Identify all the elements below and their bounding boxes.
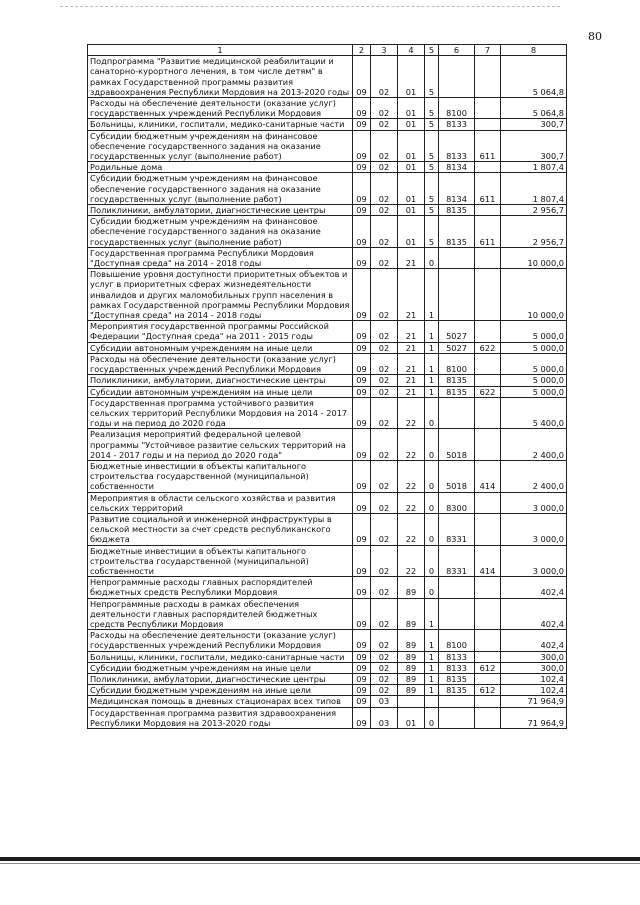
row-code: 02 bbox=[371, 630, 398, 651]
row-code: 1 bbox=[425, 662, 439, 673]
row-code: 0 bbox=[425, 429, 439, 461]
row-code: 8135 bbox=[439, 216, 475, 248]
row-code: 89 bbox=[398, 673, 425, 684]
table-row bbox=[88, 56, 567, 98]
row-code bbox=[475, 696, 501, 707]
row-code: 09 bbox=[353, 707, 371, 728]
row-amount: 402,4 bbox=[501, 577, 567, 598]
table-row bbox=[88, 130, 567, 162]
page-number: 80 bbox=[588, 30, 602, 43]
row-code: 8100 bbox=[439, 353, 475, 374]
table-row bbox=[88, 673, 567, 684]
row-code bbox=[475, 577, 501, 598]
row-code: 01 bbox=[398, 56, 425, 98]
row-amount: 300,7 bbox=[501, 119, 567, 130]
row-code: 02 bbox=[371, 269, 398, 321]
row-code: 8133 bbox=[439, 130, 475, 162]
row-code: 02 bbox=[371, 353, 398, 374]
row-code bbox=[475, 119, 501, 130]
row-code: 09 bbox=[353, 162, 371, 173]
table-row bbox=[88, 269, 567, 321]
row-name: Мероприятия в области сельского хозяйства и развития сельских территорий bbox=[88, 492, 353, 513]
row-code: 5027 bbox=[439, 342, 475, 353]
row-code: 22 bbox=[398, 429, 425, 461]
row-code: 21 bbox=[398, 386, 425, 397]
row-code: 02 bbox=[371, 205, 398, 216]
row-code: 0 bbox=[425, 460, 439, 492]
row-amount: 300,0 bbox=[501, 651, 567, 662]
row-name: Расходы на обеспечение деятельности (оказание услуг) государственных учреждений Республики Мордовия bbox=[88, 353, 353, 374]
col-header: 7 bbox=[475, 45, 501, 56]
row-code bbox=[475, 375, 501, 386]
row-code bbox=[475, 353, 501, 374]
row-code: 8133 bbox=[439, 662, 475, 673]
table-row bbox=[88, 321, 567, 342]
col-header: 2 bbox=[353, 45, 371, 56]
row-code: 02 bbox=[371, 119, 398, 130]
row-code: 414 bbox=[475, 460, 501, 492]
row-code: 02 bbox=[371, 513, 398, 545]
table-row bbox=[88, 685, 567, 696]
row-name: Субсидии бюджетным учреждениям на иные цели bbox=[88, 685, 353, 696]
row-code: 5 bbox=[425, 162, 439, 173]
row-code: 1 bbox=[425, 269, 439, 321]
row-amount: 5 000,0 bbox=[501, 321, 567, 342]
row-amount: 300,7 bbox=[501, 130, 567, 162]
row-code bbox=[475, 56, 501, 98]
table-row bbox=[88, 98, 567, 119]
row-code: 612 bbox=[475, 662, 501, 673]
row-code: 1 bbox=[425, 630, 439, 651]
row-amount: 2 400,0 bbox=[501, 429, 567, 461]
row-code: 09 bbox=[353, 342, 371, 353]
row-code: 09 bbox=[353, 673, 371, 684]
row-code: 09 bbox=[353, 651, 371, 662]
row-name: Больницы, клиники, госпитали, медико-санитарные части bbox=[88, 119, 353, 130]
row-code: 01 bbox=[398, 216, 425, 248]
row-code: 0 bbox=[425, 247, 439, 268]
row-code: 01 bbox=[398, 162, 425, 173]
row-amount: 102,4 bbox=[501, 685, 567, 696]
table-row bbox=[88, 513, 567, 545]
row-code bbox=[475, 98, 501, 119]
row-name: Расходы на обеспечение деятельности (оказание услуг) государственных учреждений Республики Мордовия bbox=[88, 98, 353, 119]
row-code: 02 bbox=[371, 492, 398, 513]
row-amount: 71 964,9 bbox=[501, 696, 567, 707]
row-code: 03 bbox=[371, 707, 398, 728]
row-code: 02 bbox=[371, 673, 398, 684]
row-amount: 10 000,0 bbox=[501, 247, 567, 268]
row-code: 0 bbox=[425, 397, 439, 429]
row-code: 01 bbox=[398, 707, 425, 728]
row-code: 8134 bbox=[439, 173, 475, 205]
table-row bbox=[88, 342, 567, 353]
scan-top-line bbox=[60, 6, 560, 8]
row-code: 09 bbox=[353, 429, 371, 461]
row-name: Расходы на обеспечение деятельности (оказание услуг) государственных учреждений Республики Мордовия bbox=[88, 630, 353, 651]
row-code: 8134 bbox=[439, 162, 475, 173]
row-code bbox=[439, 397, 475, 429]
row-code: 02 bbox=[371, 321, 398, 342]
row-code: 09 bbox=[353, 460, 371, 492]
row-amount: 402,4 bbox=[501, 598, 567, 630]
row-amount: 1 807,4 bbox=[501, 173, 567, 205]
row-amount: 5 000,0 bbox=[501, 375, 567, 386]
table-row bbox=[88, 429, 567, 461]
row-code: 09 bbox=[353, 492, 371, 513]
row-code bbox=[475, 162, 501, 173]
row-code: 5 bbox=[425, 98, 439, 119]
row-code: 09 bbox=[353, 545, 371, 577]
row-code: 611 bbox=[475, 216, 501, 248]
row-name: Развитие социальной и инженерной инфраструктуры в сельской местности за счет средств республиканского бюджета bbox=[88, 513, 353, 545]
row-code: 0 bbox=[425, 545, 439, 577]
row-code: 5 bbox=[425, 205, 439, 216]
row-name: Субсидии бюджетным учреждениям на финансовое обеспечение государственного задания на оказание государственных услуг (выполнение работ) bbox=[88, 130, 353, 162]
row-code: 02 bbox=[371, 545, 398, 577]
row-code: 8133 bbox=[439, 119, 475, 130]
row-code: 02 bbox=[371, 685, 398, 696]
col-header: 1 bbox=[88, 45, 353, 56]
row-name: Непрограммные расходы главных распорядителей бюджетных средств Республики Мордовия bbox=[88, 577, 353, 598]
row-code: 1 bbox=[425, 673, 439, 684]
footer-rule-thin bbox=[0, 863, 640, 864]
col-header: 4 bbox=[398, 45, 425, 56]
row-amount: 71 964,9 bbox=[501, 707, 567, 728]
row-code: 21 bbox=[398, 321, 425, 342]
row-code: 09 bbox=[353, 56, 371, 98]
row-code: 02 bbox=[371, 216, 398, 248]
row-code: 622 bbox=[475, 386, 501, 397]
row-code bbox=[475, 630, 501, 651]
table-row bbox=[88, 696, 567, 707]
row-code: 5 bbox=[425, 56, 439, 98]
row-code: 22 bbox=[398, 545, 425, 577]
row-code: 22 bbox=[398, 513, 425, 545]
row-amount: 3 000,0 bbox=[501, 513, 567, 545]
row-amount: 5 000,0 bbox=[501, 386, 567, 397]
row-code: 1 bbox=[425, 321, 439, 342]
row-code: 1 bbox=[425, 375, 439, 386]
row-code: 09 bbox=[353, 685, 371, 696]
table-row bbox=[88, 119, 567, 130]
row-amount: 102,4 bbox=[501, 673, 567, 684]
row-code: 0 bbox=[425, 513, 439, 545]
row-code: 5 bbox=[425, 216, 439, 248]
row-code: 09 bbox=[353, 130, 371, 162]
row-code bbox=[439, 707, 475, 728]
row-code bbox=[475, 247, 501, 268]
row-code: 8135 bbox=[439, 685, 475, 696]
row-code: 21 bbox=[398, 375, 425, 386]
row-code: 8100 bbox=[439, 630, 475, 651]
row-code: 89 bbox=[398, 662, 425, 673]
row-code: 612 bbox=[475, 685, 501, 696]
table-row bbox=[88, 662, 567, 673]
row-name: Бюджетные инвестиции в объекты капитального строительства государственной (муниципальной) собственности bbox=[88, 460, 353, 492]
row-code: 09 bbox=[353, 598, 371, 630]
table-row bbox=[88, 205, 567, 216]
row-code: 22 bbox=[398, 492, 425, 513]
row-amount: 2 956,7 bbox=[501, 216, 567, 248]
row-name: Повышение уровня доступности приоритетных объектов и услуг в приоритетных сферах жизнедеятельности инвалидов и других маломобильных групп населения в рамках Государственной программы Республики Мордовия "Доступная среда" на 2014 - 2018 годы bbox=[88, 269, 353, 321]
row-code: 02 bbox=[371, 375, 398, 386]
row-name: Подпрограмма "Развитие медицинской реабилитации и санаторно-курортного лечения, в том числе детям" в рамках Государственной программы развития здравоохранения Республики Мордовия на 2013-2020 годы bbox=[88, 56, 353, 98]
row-name: Субсидии бюджетным учреждениям на финансовое обеспечение государственного задания на оказание государственных услуг (выполнение работ) bbox=[88, 173, 353, 205]
row-code: 02 bbox=[371, 460, 398, 492]
row-name: Мероприятия государственной программы Российской Федерации "Доступная среда" на 2011 - 2015 годы bbox=[88, 321, 353, 342]
row-code: 02 bbox=[371, 662, 398, 673]
row-amount: 3 000,0 bbox=[501, 492, 567, 513]
row-code: 8135 bbox=[439, 386, 475, 397]
row-code bbox=[475, 673, 501, 684]
row-code bbox=[475, 598, 501, 630]
row-name: Субсидии бюджетным учреждениям на иные цели bbox=[88, 662, 353, 673]
header-row bbox=[88, 45, 567, 56]
row-code: 5 bbox=[425, 173, 439, 205]
row-name: Реализация мероприятий федеральной целевой программы "Устойчивое развитие сельских территорий на 2014 - 2017 годы и на период до 2020 года" bbox=[88, 429, 353, 461]
row-code: 02 bbox=[371, 386, 398, 397]
row-code: 02 bbox=[371, 247, 398, 268]
row-code: 02 bbox=[371, 162, 398, 173]
row-code bbox=[475, 429, 501, 461]
table-row bbox=[88, 162, 567, 173]
row-name: Бюджетные инвестиции в объекты капитального строительства государственной (муниципальной) собственности bbox=[88, 545, 353, 577]
row-code bbox=[475, 651, 501, 662]
row-code: 09 bbox=[353, 269, 371, 321]
row-code bbox=[475, 513, 501, 545]
row-name: Поликлиники, амбулатории, диагностические центры bbox=[88, 375, 353, 386]
row-code: 01 bbox=[398, 173, 425, 205]
row-code: 89 bbox=[398, 685, 425, 696]
table-row bbox=[88, 651, 567, 662]
row-code: 09 bbox=[353, 513, 371, 545]
row-code: 89 bbox=[398, 598, 425, 630]
row-code: 8135 bbox=[439, 375, 475, 386]
row-amount: 5 064,8 bbox=[501, 56, 567, 98]
row-code: 09 bbox=[353, 247, 371, 268]
row-code: 1 bbox=[425, 386, 439, 397]
row-code bbox=[475, 707, 501, 728]
row-code: 03 bbox=[371, 696, 398, 707]
row-amount: 5 000,0 bbox=[501, 353, 567, 374]
row-code bbox=[439, 269, 475, 321]
row-code: 8331 bbox=[439, 545, 475, 577]
table-row bbox=[88, 173, 567, 205]
row-code bbox=[475, 492, 501, 513]
table-row bbox=[88, 375, 567, 386]
budget-table bbox=[87, 44, 567, 729]
row-code: 02 bbox=[371, 651, 398, 662]
row-name: Государственная программа устойчивого развития сельских территорий Республики Мордовия на 2014 - 2017 годы и на период до 2020 года bbox=[88, 397, 353, 429]
col-header: 6 bbox=[439, 45, 475, 56]
table-row bbox=[88, 247, 567, 268]
row-code bbox=[439, 598, 475, 630]
row-code: 89 bbox=[398, 577, 425, 598]
table-row bbox=[88, 545, 567, 577]
row-code: 21 bbox=[398, 353, 425, 374]
row-amount: 2 400,0 bbox=[501, 460, 567, 492]
row-code bbox=[425, 696, 439, 707]
row-amount: 300,0 bbox=[501, 662, 567, 673]
row-code: 09 bbox=[353, 321, 371, 342]
row-code: 0 bbox=[425, 707, 439, 728]
table-row bbox=[88, 707, 567, 728]
row-code bbox=[439, 247, 475, 268]
row-code: 09 bbox=[353, 397, 371, 429]
row-code: 02 bbox=[371, 342, 398, 353]
row-amount: 5 400,0 bbox=[501, 397, 567, 429]
row-code: 8100 bbox=[439, 98, 475, 119]
row-code: 02 bbox=[371, 577, 398, 598]
table-row bbox=[88, 492, 567, 513]
row-code: 09 bbox=[353, 662, 371, 673]
row-code: 1 bbox=[425, 353, 439, 374]
row-amount: 1 807,4 bbox=[501, 162, 567, 173]
row-code: 5018 bbox=[439, 460, 475, 492]
col-header: 5 bbox=[425, 45, 439, 56]
row-code: 09 bbox=[353, 216, 371, 248]
row-code: 09 bbox=[353, 386, 371, 397]
row-code: 622 bbox=[475, 342, 501, 353]
col-header: 3 bbox=[371, 45, 398, 56]
row-code: 02 bbox=[371, 98, 398, 119]
row-code: 0 bbox=[425, 577, 439, 598]
row-amount: 3 000,0 bbox=[501, 545, 567, 577]
row-code bbox=[439, 577, 475, 598]
row-name: Субсидии автономным учреждениям на иные цели bbox=[88, 386, 353, 397]
row-code: 8133 bbox=[439, 651, 475, 662]
row-code: 1 bbox=[425, 685, 439, 696]
table-row bbox=[88, 397, 567, 429]
row-code: 02 bbox=[371, 56, 398, 98]
row-code: 1 bbox=[425, 342, 439, 353]
row-code: 89 bbox=[398, 651, 425, 662]
row-code: 01 bbox=[398, 98, 425, 119]
row-code bbox=[475, 269, 501, 321]
row-code: 21 bbox=[398, 342, 425, 353]
row-name: Поликлиники, амбулатории, диагностические центры bbox=[88, 673, 353, 684]
row-code: 5018 bbox=[439, 429, 475, 461]
table-row bbox=[88, 630, 567, 651]
row-code bbox=[439, 696, 475, 707]
row-code: 8300 bbox=[439, 492, 475, 513]
row-code: 22 bbox=[398, 397, 425, 429]
row-code: 22 bbox=[398, 460, 425, 492]
row-code: 5 bbox=[425, 119, 439, 130]
table-row bbox=[88, 386, 567, 397]
table-row bbox=[88, 598, 567, 630]
row-name: Субсидии автономным учреждениям на иные цели bbox=[88, 342, 353, 353]
row-code: 21 bbox=[398, 247, 425, 268]
row-name: Родильные дома bbox=[88, 162, 353, 173]
row-name: Медицинская помощь в дневных стационарах всех типов bbox=[88, 696, 353, 707]
row-code bbox=[475, 321, 501, 342]
row-code: 5 bbox=[425, 130, 439, 162]
row-name: Больницы, клиники, госпитали, медико-санитарные части bbox=[88, 651, 353, 662]
row-name: Непрограммные расходы в рамках обеспечения деятельности главных распорядителей бюджетных средств Республики Мордовия bbox=[88, 598, 353, 630]
row-code: 09 bbox=[353, 375, 371, 386]
row-code: 8135 bbox=[439, 673, 475, 684]
table-body bbox=[88, 56, 567, 729]
footer-rule bbox=[0, 857, 640, 861]
row-code: 09 bbox=[353, 205, 371, 216]
table-row bbox=[88, 577, 567, 598]
row-amount: 10 000,0 bbox=[501, 269, 567, 321]
row-code: 02 bbox=[371, 598, 398, 630]
row-code bbox=[439, 56, 475, 98]
table-row bbox=[88, 460, 567, 492]
row-code: 0 bbox=[425, 492, 439, 513]
row-code: 02 bbox=[371, 130, 398, 162]
row-code: 21 bbox=[398, 269, 425, 321]
row-code: 1 bbox=[425, 598, 439, 630]
row-code: 09 bbox=[353, 577, 371, 598]
row-name: Поликлиники, амбулатории, диагностические центры bbox=[88, 205, 353, 216]
row-code: 09 bbox=[353, 630, 371, 651]
row-amount: 5 064,8 bbox=[501, 98, 567, 119]
table-row bbox=[88, 353, 567, 374]
row-amount: 402,4 bbox=[501, 630, 567, 651]
row-code: 09 bbox=[353, 696, 371, 707]
row-code: 09 bbox=[353, 98, 371, 119]
row-code bbox=[475, 397, 501, 429]
row-code: 02 bbox=[371, 429, 398, 461]
row-code: 09 bbox=[353, 119, 371, 130]
row-code: 8135 bbox=[439, 205, 475, 216]
row-name: Государственная программа Республики Мордовия "Доступная среда" на 2014 - 2018 годы bbox=[88, 247, 353, 268]
table-row bbox=[88, 216, 567, 248]
row-code: 09 bbox=[353, 353, 371, 374]
row-amount: 5 000,0 bbox=[501, 342, 567, 353]
row-code: 01 bbox=[398, 205, 425, 216]
row-code: 02 bbox=[371, 173, 398, 205]
row-code bbox=[398, 696, 425, 707]
row-code: 01 bbox=[398, 119, 425, 130]
col-header: 8 bbox=[501, 45, 567, 56]
row-code bbox=[475, 205, 501, 216]
row-code: 02 bbox=[371, 397, 398, 429]
row-code: 09 bbox=[353, 173, 371, 205]
row-name: Субсидии бюджетным учреждениям на финансовое обеспечение государственного задания на оказание государственных услуг (выполнение работ) bbox=[88, 216, 353, 248]
row-code: 89 bbox=[398, 630, 425, 651]
row-code: 611 bbox=[475, 130, 501, 162]
row-name: Государственная программа развития здравоохранения Республики Мордовия на 2013-2020 годы bbox=[88, 707, 353, 728]
row-code: 01 bbox=[398, 130, 425, 162]
row-code: 8331 bbox=[439, 513, 475, 545]
row-amount: 2 956,7 bbox=[501, 205, 567, 216]
row-code: 414 bbox=[475, 545, 501, 577]
row-code: 1 bbox=[425, 651, 439, 662]
row-code: 611 bbox=[475, 173, 501, 205]
row-code: 5027 bbox=[439, 321, 475, 342]
